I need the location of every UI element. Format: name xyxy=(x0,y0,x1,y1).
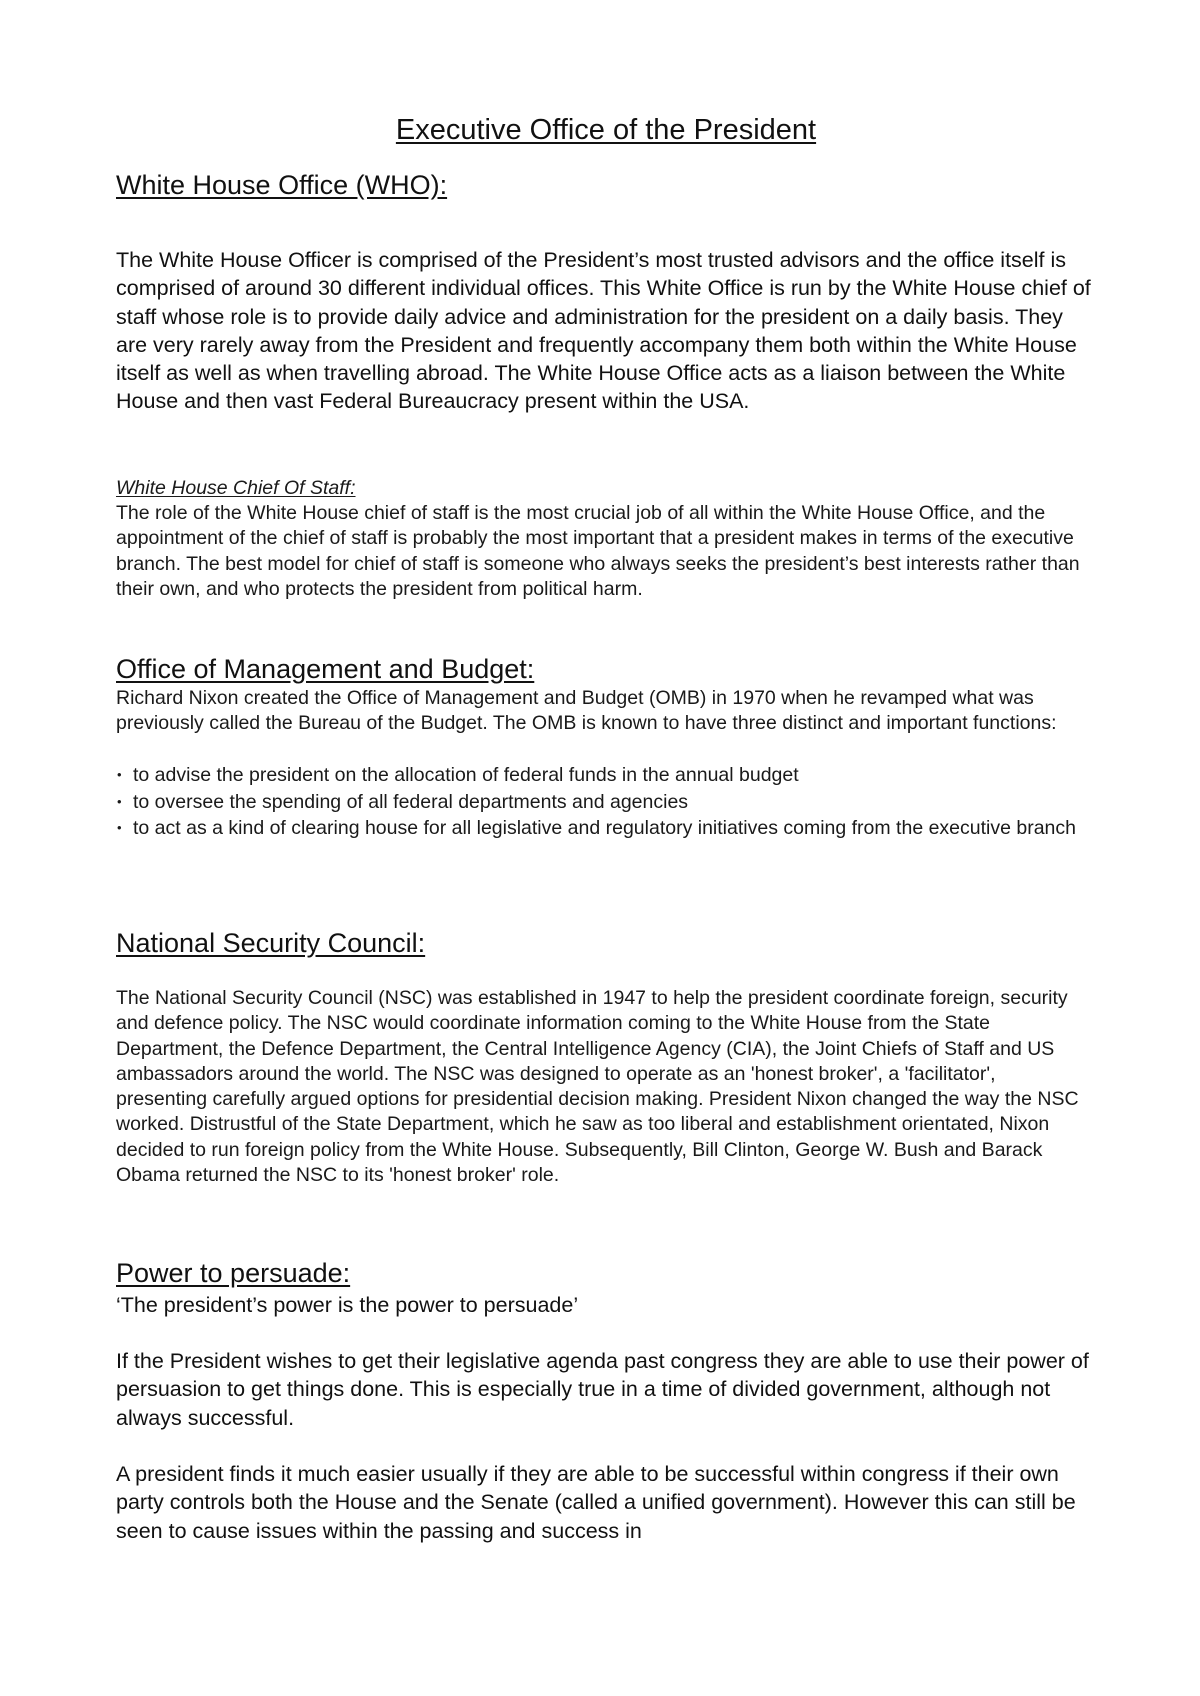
persuade-paragraph-2: A president finds it much easier usually if they are able to be successful within congress if their own party controls both the House and the Senate (called a unified government). However this can still be seen to cause issues within the passing and success in xyxy=(116,1462,1076,1543)
list-item-text: to act as a kind of clearing house for all legislative and regulatory initiatives coming from the executive branch xyxy=(133,817,1076,839)
chief-of-staff-paragraph: The role of the White House chief of staff is the most crucial job of all within the White House Office, and the appointment of the chief of staff is probably the most important that a president makes in terms of the executive branch. The best model for chief of staff is someone who always seeks the president’s best interests rather than their own, and who protects the president from political harm. xyxy=(116,502,1080,600)
who-heading: White House Office (WHO): xyxy=(116,170,448,200)
nsc-heading: National Security Council: xyxy=(116,928,426,958)
nsc-paragraph: The National Security Council (NSC) was established in 1947 to help the president coordinate foreign, security and defence policy. The NSC would coordinate information coming to the White House from the State Department, the Defence Department, the Central Intelligence Agency (CIA), the Joint Chiefs of Staff and US ambassadors around the world. The NSC was designed to operate as an 'honest broker', a 'facilitator', presenting carefully argued options for presidential decision making. President Nixon changed the way the NSC worked. Distrustful of the State Department, which he saw as too liberal and establishment orientated, Nixon decided to run foreign policy from the White House. Subsequently, Bill Clinton, George W. Bush and Barack Obama returned the NSC to its 'honest broker' role. xyxy=(116,987,1079,1187)
omb-functions-list xyxy=(116,762,1101,842)
omb-paragraph: Richard Nixon created the Office of Management and Budget (OMB) in 1970 when he revamped what was previously called the Bureau of the Budget. The OMB is known to have three distinct and important functions: xyxy=(116,687,1057,735)
persuade-paragraph-1: If the President wishes to get their legislative agenda past congress they are able to use their power of persuasion to get things done. This is especially true in a time of divided government, although not always successful. xyxy=(116,1349,1089,1430)
list-item xyxy=(116,762,1101,789)
chief-of-staff-heading: White House Chief Of Staff: xyxy=(116,477,356,499)
who-paragraph: The White House Officer is comprised of the President’s most trusted advisors and the office itself is comprised of around 30 different individual offices. This White Office is run by the White House chief of staff whose role is to provide daily advice and administration for the president on a daily basis. They are very rarely away from the President and frequently accompany them both within the White House itself as well as when travelling abroad. The White House Office acts as a liaison between the White House and then vast Federal Bureaucracy present within the USA. xyxy=(116,248,1091,414)
bullet-icon: • xyxy=(117,820,122,835)
bullet-icon: • xyxy=(117,767,122,782)
list-item-text: to advise the president on the allocation of federal funds in the annual budget xyxy=(133,764,799,786)
document-title: Executive Office of the President xyxy=(395,114,817,146)
list-item xyxy=(116,815,1101,842)
persuade-heading: Power to persuade: xyxy=(116,1258,351,1288)
omb-heading: Office of Management and Budget: xyxy=(116,654,535,684)
bullet-icon: • xyxy=(117,793,122,809)
list-item xyxy=(116,789,1101,816)
list-item-text: to oversee the spending of all federal departments and agencies xyxy=(133,790,689,813)
persuade-quote: ‘The president’s power is the power to persuade’ xyxy=(116,1293,579,1317)
